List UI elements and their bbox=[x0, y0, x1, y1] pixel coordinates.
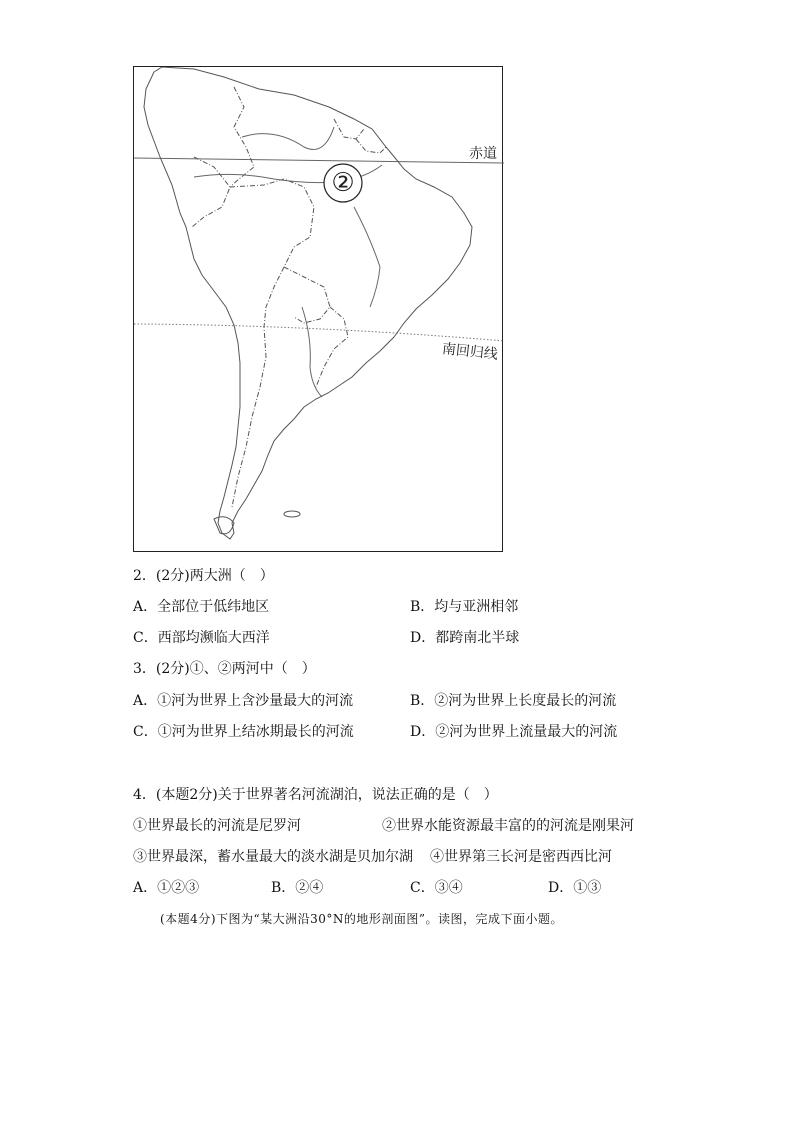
q4-statement-2: ②世界水能资源最丰富的的河流是刚果河 bbox=[382, 818, 634, 834]
tropic-label: 南回归线 bbox=[441, 341, 499, 363]
falkland-islands bbox=[284, 511, 300, 517]
q3-option-d[interactable]: D．②河为世界上流量最大的河流 bbox=[410, 724, 618, 740]
q4-stem: 4．(本题2分)关于世界著名河流湖泊，说法正确的是（ ） bbox=[133, 787, 498, 803]
q4-option-a[interactable]: A．①②③ bbox=[133, 880, 200, 896]
section-intro-note: (本题4分)下图为“某大洲沿30°N的地形剖面图”。读图，完成下面小题。 bbox=[160, 912, 564, 926]
tierra-del-fuego bbox=[214, 517, 234, 534]
q2-option-c[interactable]: C．西部均濒临大西洋 bbox=[133, 630, 270, 646]
q2-option-d[interactable]: D．都跨南北半球 bbox=[410, 630, 520, 646]
equator-label: 赤道 bbox=[469, 146, 497, 162]
q3-stem: 3．(2分)①、②两河中（ ） bbox=[133, 661, 316, 677]
q4-statement-1: ①世界最长的河流是尼罗河 bbox=[133, 818, 301, 834]
q4-option-b[interactable]: B．②④ bbox=[271, 880, 324, 896]
country-borders bbox=[192, 87, 386, 507]
q2-option-a[interactable]: A．全部位于低纬地区 bbox=[133, 599, 270, 615]
continent-outline bbox=[144, 67, 472, 539]
q3-option-b[interactable]: B．②河为世界上长度最长的河流 bbox=[410, 693, 617, 709]
q4-statement-3: ③世界最深，蓄水量最大的淡水湖是贝加尔湖 bbox=[133, 849, 413, 865]
q2-stem: 2．(2分)两大洲（ ） bbox=[133, 568, 274, 584]
q3-option-a[interactable]: A．①河为世界上含沙量最大的河流 bbox=[133, 693, 354, 709]
q2-option-b[interactable]: B．均与亚洲相邻 bbox=[410, 599, 519, 615]
q4-statement-4: ④世界第三长河是密西西比河 bbox=[430, 849, 612, 865]
q3-option-c[interactable]: C．①河为世界上结冰期最长的河流 bbox=[133, 724, 354, 740]
equator-line bbox=[134, 158, 504, 163]
q4-option-c[interactable]: C．③④ bbox=[410, 880, 463, 896]
river-marker-label: ② bbox=[331, 168, 355, 198]
map-drawing bbox=[134, 67, 504, 553]
q4-option-d[interactable]: D．①③ bbox=[548, 880, 602, 896]
south-america-map bbox=[133, 66, 503, 552]
